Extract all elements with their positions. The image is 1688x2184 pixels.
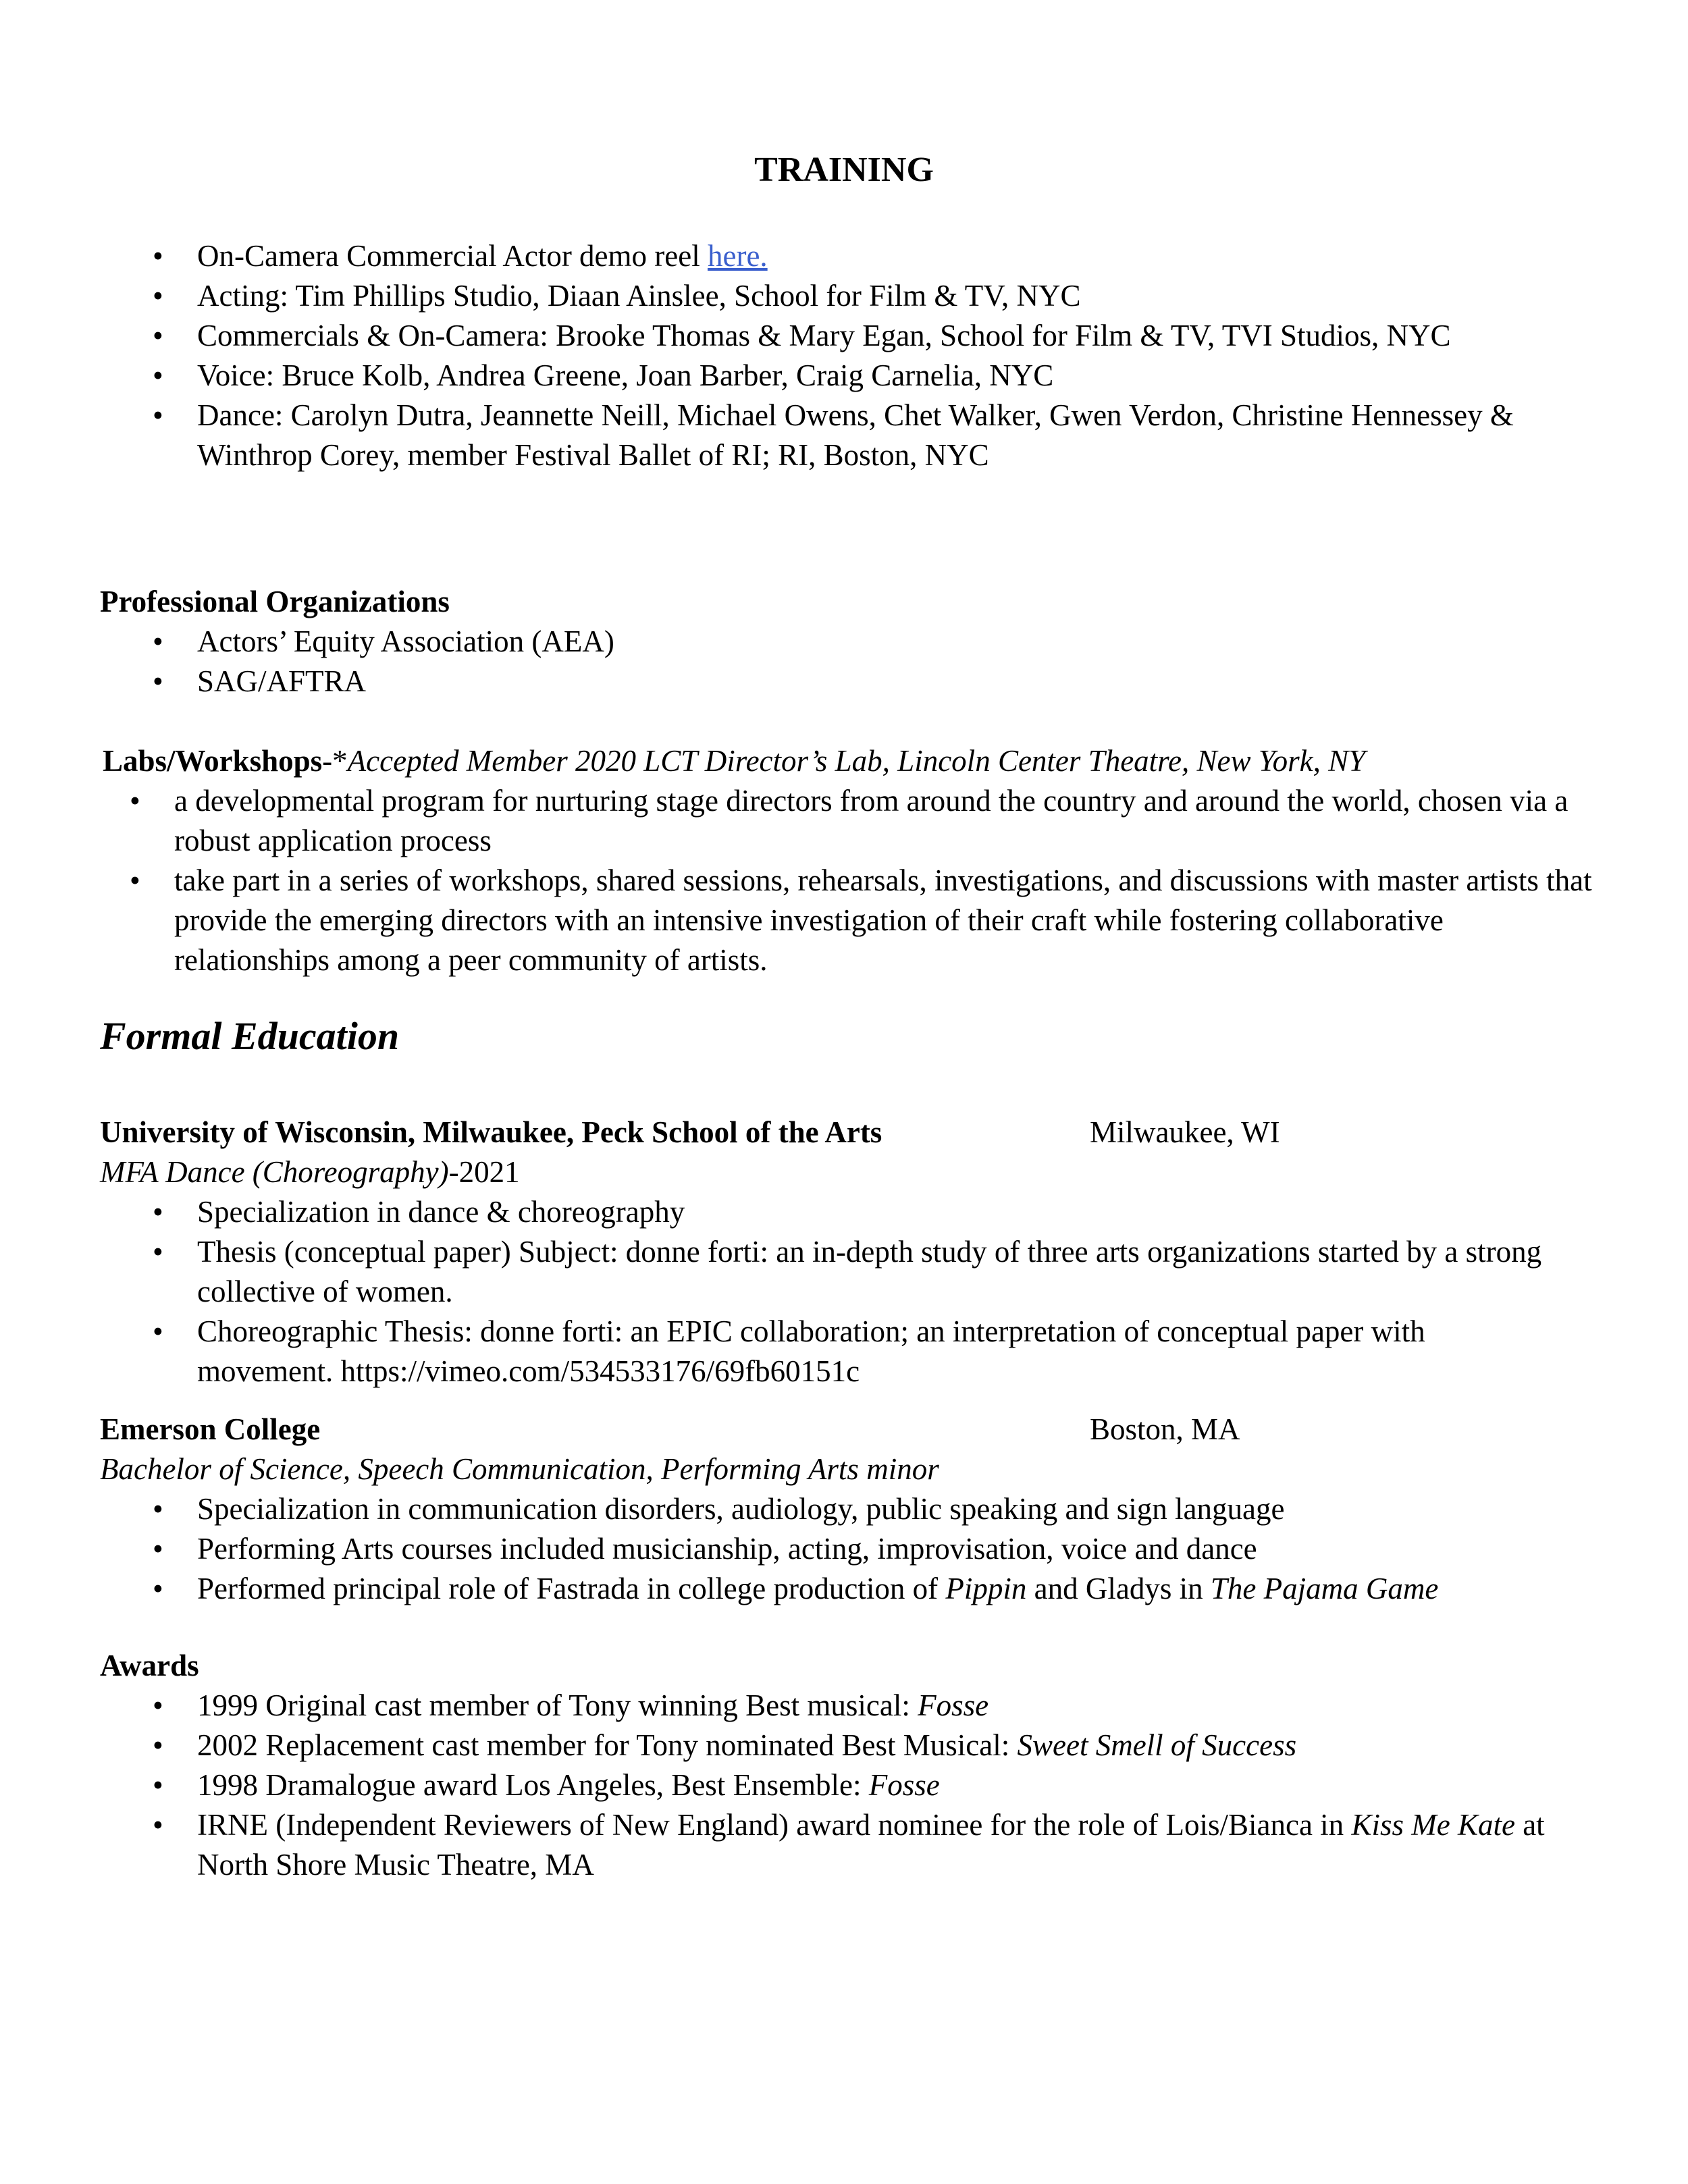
list-item: • Choreographic Thesis: donne forti: an EPIC collaboration; an interpretation of conceptual paper with movement. https://vimeo.com/534533176/69fb60151c <box>100 1312 1619 1391</box>
school-row <box>100 1113 1619 1152</box>
list-item: • Thesis (conceptual paper) Subject: donne forti: an in-depth study of three arts organizations started by a strong collective of women. <box>100 1232 1619 1312</box>
school-uwm <box>100 1113 1619 1391</box>
labs-heading-line <box>103 741 1622 781</box>
school-row <box>100 1410 1619 1449</box>
list-item: • Actors’ Equity Association (AEA) <box>100 622 1619 662</box>
list-item <box>100 1726 1619 1765</box>
list-item: • Specialization in communication disorders, audiology, public speaking and sign language <box>100 1489 1619 1529</box>
school-details-list <box>100 1192 1619 1391</box>
demo-reel-link[interactable]: here. <box>707 239 768 273</box>
labs-list <box>100 781 1622 980</box>
award-show: Sweet Smell of Success <box>1017 1728 1297 1762</box>
award-text: 2002 Replacement cast member for Tony nominated Best Musical: <box>197 1728 1018 1762</box>
list-item <box>100 1805 1619 1885</box>
item-text: and Gladys in <box>1026 1572 1211 1605</box>
labs-section <box>103 741 1622 980</box>
list-item: • a developmental program for nurturing stage directors from around the country and around the world, chosen via a robust application process <box>100 781 1622 861</box>
organizations-heading: Professional Organizations <box>100 585 450 618</box>
list-item: • Performing Arts courses included musicianship, acting, improvisation, voice and dance <box>100 1529 1619 1569</box>
degree-line <box>100 1449 1619 1489</box>
list-item: • Acting: Tim Phillips Studio, Diaan Ainslee, School for Film & TV, NYC <box>100 276 1619 316</box>
school-details-list <box>100 1489 1619 1609</box>
list-item <box>100 1569 1619 1609</box>
school-emerson <box>100 1410 1619 1609</box>
list-item <box>100 1765 1619 1805</box>
awards-heading: Awards <box>100 1649 199 1682</box>
school-location: Milwaukee, WI <box>1090 1115 1280 1149</box>
degree-year: -2021 <box>448 1155 520 1189</box>
list-item: • take part in a series of workshops, shared sessions, rehearsals, investigations, and discussions with master artists that provide the emerging directors with an intensive investigation of their craft while fostering collaborative relationships among a peer community of artists. <box>100 861 1622 980</box>
list-item: • Specialization in dance & choreography <box>100 1192 1619 1232</box>
show-title: Pippin <box>945 1572 1027 1605</box>
organizations-list <box>100 622 1619 701</box>
training-list <box>100 236 1619 475</box>
show-title: The Pajama Game <box>1210 1572 1439 1605</box>
degree-line <box>100 1152 1619 1192</box>
degree: Bachelor of Science, Speech Communication, Performing Arts minor <box>100 1452 939 1486</box>
award-text: 1998 Dramalogue award Los Angeles, Best Ensemble: <box>197 1768 869 1802</box>
education-heading: Formal Education <box>100 1014 400 1058</box>
list-item: • Commercials & On-Camera: Brooke Thomas & Mary Egan, School for Film & TV, TVI Studios, NYC <box>100 316 1619 356</box>
organizations-section <box>100 582 1619 701</box>
school-location: Boston, MA <box>1090 1412 1240 1446</box>
training-title: TRAINING <box>754 151 934 189</box>
demo-reel-text: On-Camera Commercial Actor demo reel <box>197 239 708 273</box>
award-text: IRNE (Independent Reviewers of New England) award nominee for the role of Lois/Bianca in <box>197 1808 1352 1842</box>
degree: MFA Dance (Choreography) <box>100 1155 449 1189</box>
awards-list <box>100 1686 1619 1885</box>
list-item: • SAG/AFTRA <box>100 662 1619 701</box>
labs-dash: -* <box>322 744 348 778</box>
list-item: • Voice: Bruce Kolb, Andrea Greene, Joan Barber, Craig Carnelia, NYC <box>100 356 1619 396</box>
school-name: University of Wisconsin, Milwaukee, Peck School of the Arts <box>100 1115 882 1149</box>
list-item <box>100 1686 1619 1726</box>
awards-section <box>100 1646 1619 1885</box>
training-section <box>100 236 1619 475</box>
award-show: Fosse <box>868 1768 940 1802</box>
award-show: Kiss Me Kate <box>1351 1808 1515 1842</box>
labs-heading: Labs/Workshops <box>103 744 323 778</box>
list-item <box>100 236 1619 276</box>
award-show: Fosse <box>918 1688 989 1722</box>
award-text: 1999 Original cast member of Tony winning Best musical: <box>197 1688 918 1722</box>
labs-subtitle: Accepted Member 2020 LCT Director’s Lab, Lincoln Center Theatre, New York, NY <box>347 744 1366 778</box>
list-item: • Dance: Carolyn Dutra, Jeannette Neill, Michael Owens, Chet Walker, Gwen Verdon, Christine Hennessey & Winthrop Corey, member Festival Ballet of RI; RI, Boston, NYC <box>100 396 1619 475</box>
school-name: Emerson College <box>100 1412 321 1446</box>
item-text: Performed principal role of Fastrada in college production of <box>197 1572 946 1605</box>
award-text: at North Shore Music Theatre, MA <box>197 1808 1545 1882</box>
